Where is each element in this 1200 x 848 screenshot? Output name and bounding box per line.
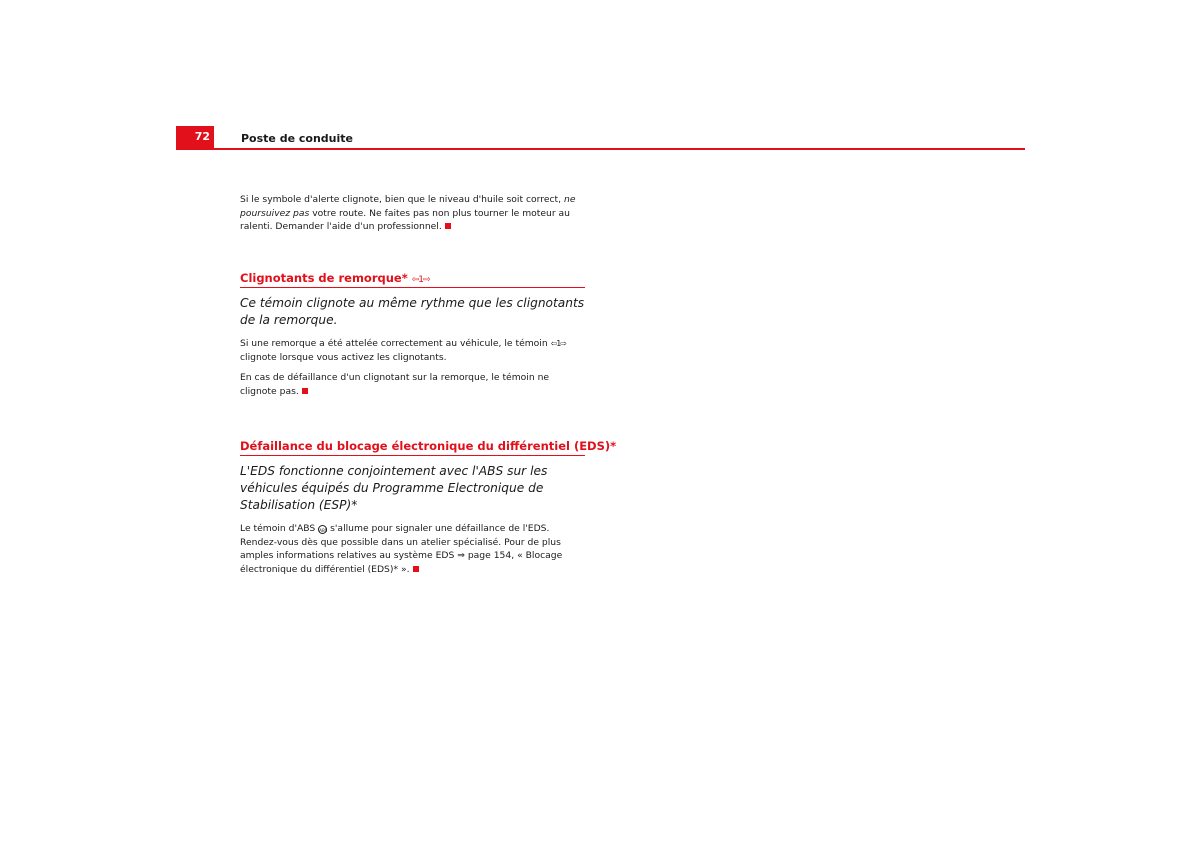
intro-paragraph: Si le symbole d'alerte clignote, bien que le niveau d'huile soit correct, ne poursuivez pas votre route. Ne faites pas non plus tourner le moteur au ralenti. Demander l'aide d'un professionnel. (240, 194, 576, 233)
trailer-indicator-icon: ⇦1⇨ (550, 339, 567, 348)
eds-paragraph: Le témoin d'ABS ABS s'allume pour signaler une défaillance de l'EDS. Rendez-vous dès que possible dans un atelier spécialisé. Pour de plus amples informations relatives au système EDS ⇒ page 154, « Blocage électronique du différentiel (EDS)* ». (240, 523, 563, 575)
trailer-paragraph-1: Si une remorque a été attelée correctement au véhicule, le témoin ⇦1⇨ clignote lorsque vous activez les clignotants. (240, 338, 567, 363)
section-lead-trailer: Ce témoin clignote au même rythme que les clignotants de la remorque. (240, 296, 585, 327)
section-heading-trailer: Clignotants de remorque* ⇦1⇨ (240, 271, 585, 288)
section-eds (240, 439, 617, 576)
end-of-section-icon (413, 566, 419, 572)
trailer-indicator-icon: ⇦1⇨ (411, 275, 430, 285)
intro-block (240, 193, 585, 234)
header-rule (176, 148, 1025, 150)
chapter-title: Poste de conduite (241, 132, 353, 145)
section-trailer-lights (240, 271, 585, 398)
section-heading-eds: Défaillance du blocage électronique du différentiel (EDS)* (240, 439, 585, 456)
page-number: 72 (176, 126, 214, 148)
trailer-paragraph-2: En cas de défaillance d'un clignotant sur la remorque, le témoin ne clignote pas. (240, 372, 550, 397)
end-of-section-icon (445, 223, 451, 229)
abs-warning-icon: ABS (318, 525, 327, 534)
intro-emphasis: ne poursuivez pas (240, 194, 576, 219)
section-lead-eds: L'EDS fonctionne conjointement avec l'ABS sur les véhicules équipés du Programme Electronique de Stabilisation (ESP)* (240, 464, 548, 512)
end-of-section-icon (302, 388, 308, 394)
